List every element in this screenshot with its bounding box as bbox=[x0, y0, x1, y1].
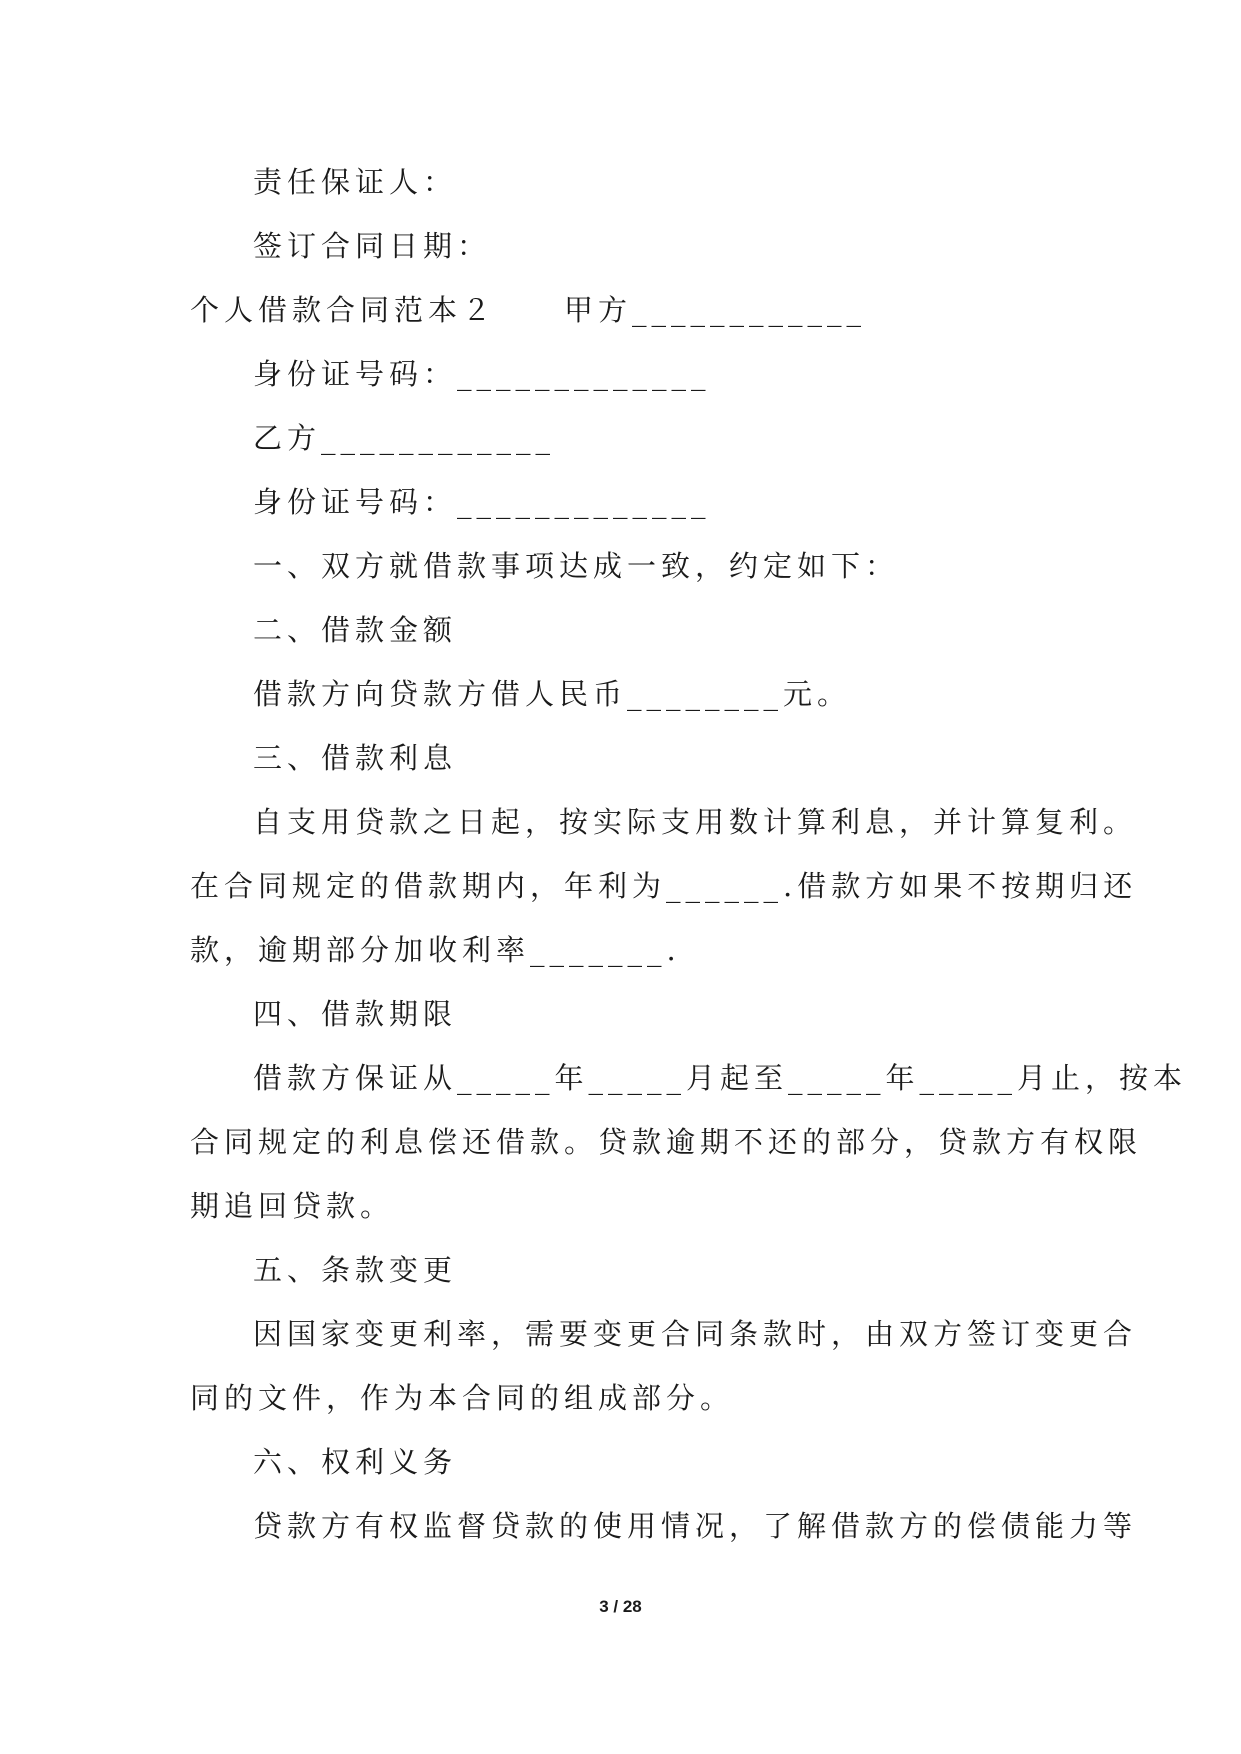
paragraph-line: 借款方保证从_____年_____月起至_____年_____月止，按本 bbox=[253, 1061, 1188, 1095]
paragraph-line: 因国家变更利率，需要变更合同条款时，由双方签订变更合 bbox=[253, 1317, 1138, 1351]
loan-amount-line: 借款方向贷款方借人民币________元。 bbox=[253, 677, 852, 711]
contract-title-party-a-line: 个人借款合同范本２ 甲方____________ bbox=[190, 293, 867, 327]
paragraph-line: 期追回贷款。 bbox=[190, 1189, 395, 1223]
section-heading-changes: 五、条款变更 bbox=[253, 1253, 458, 1287]
party-a-id-line: 身份证号码：_____________ bbox=[253, 357, 711, 391]
paragraph-line: 在合同规定的借款期内，年利为______.借款方如果不按期归还 bbox=[190, 869, 1138, 903]
party-b-id-line: 身份证号码：_____________ bbox=[253, 485, 711, 519]
agreement-intro-line: 一、双方就借款事项达成一致，约定如下： bbox=[253, 549, 900, 583]
paragraph-line: 自支用贷款之日起，按实际支用数计算利息，并计算复利。 bbox=[253, 805, 1138, 839]
section-heading-interest: 三、借款利息 bbox=[253, 741, 458, 775]
paragraph-line: 同的文件，作为本合同的组成部分。 bbox=[190, 1381, 735, 1415]
section-heading-term: 四、借款期限 bbox=[253, 997, 458, 1031]
paragraph-line: 贷款方有权监督贷款的使用情况，了解借款方的偿债能力等 bbox=[253, 1509, 1138, 1543]
section-heading-rights: 六、权利义务 bbox=[253, 1445, 458, 1479]
page-number: 3 / 28 bbox=[599, 1597, 642, 1616]
paragraph-line: 合同规定的利息偿还借款。贷款逾期不还的部分，贷款方有权限 bbox=[190, 1125, 1143, 1159]
section-heading-amount: 二、借款金额 bbox=[253, 613, 458, 647]
sign-date-line: 签订合同日期： bbox=[253, 229, 492, 263]
guarantor-line: 责任保证人： bbox=[253, 165, 458, 199]
paragraph-line: 款，逾期部分加收利率_______. bbox=[190, 933, 681, 967]
party-b-line: 乙方____________ bbox=[253, 421, 556, 455]
